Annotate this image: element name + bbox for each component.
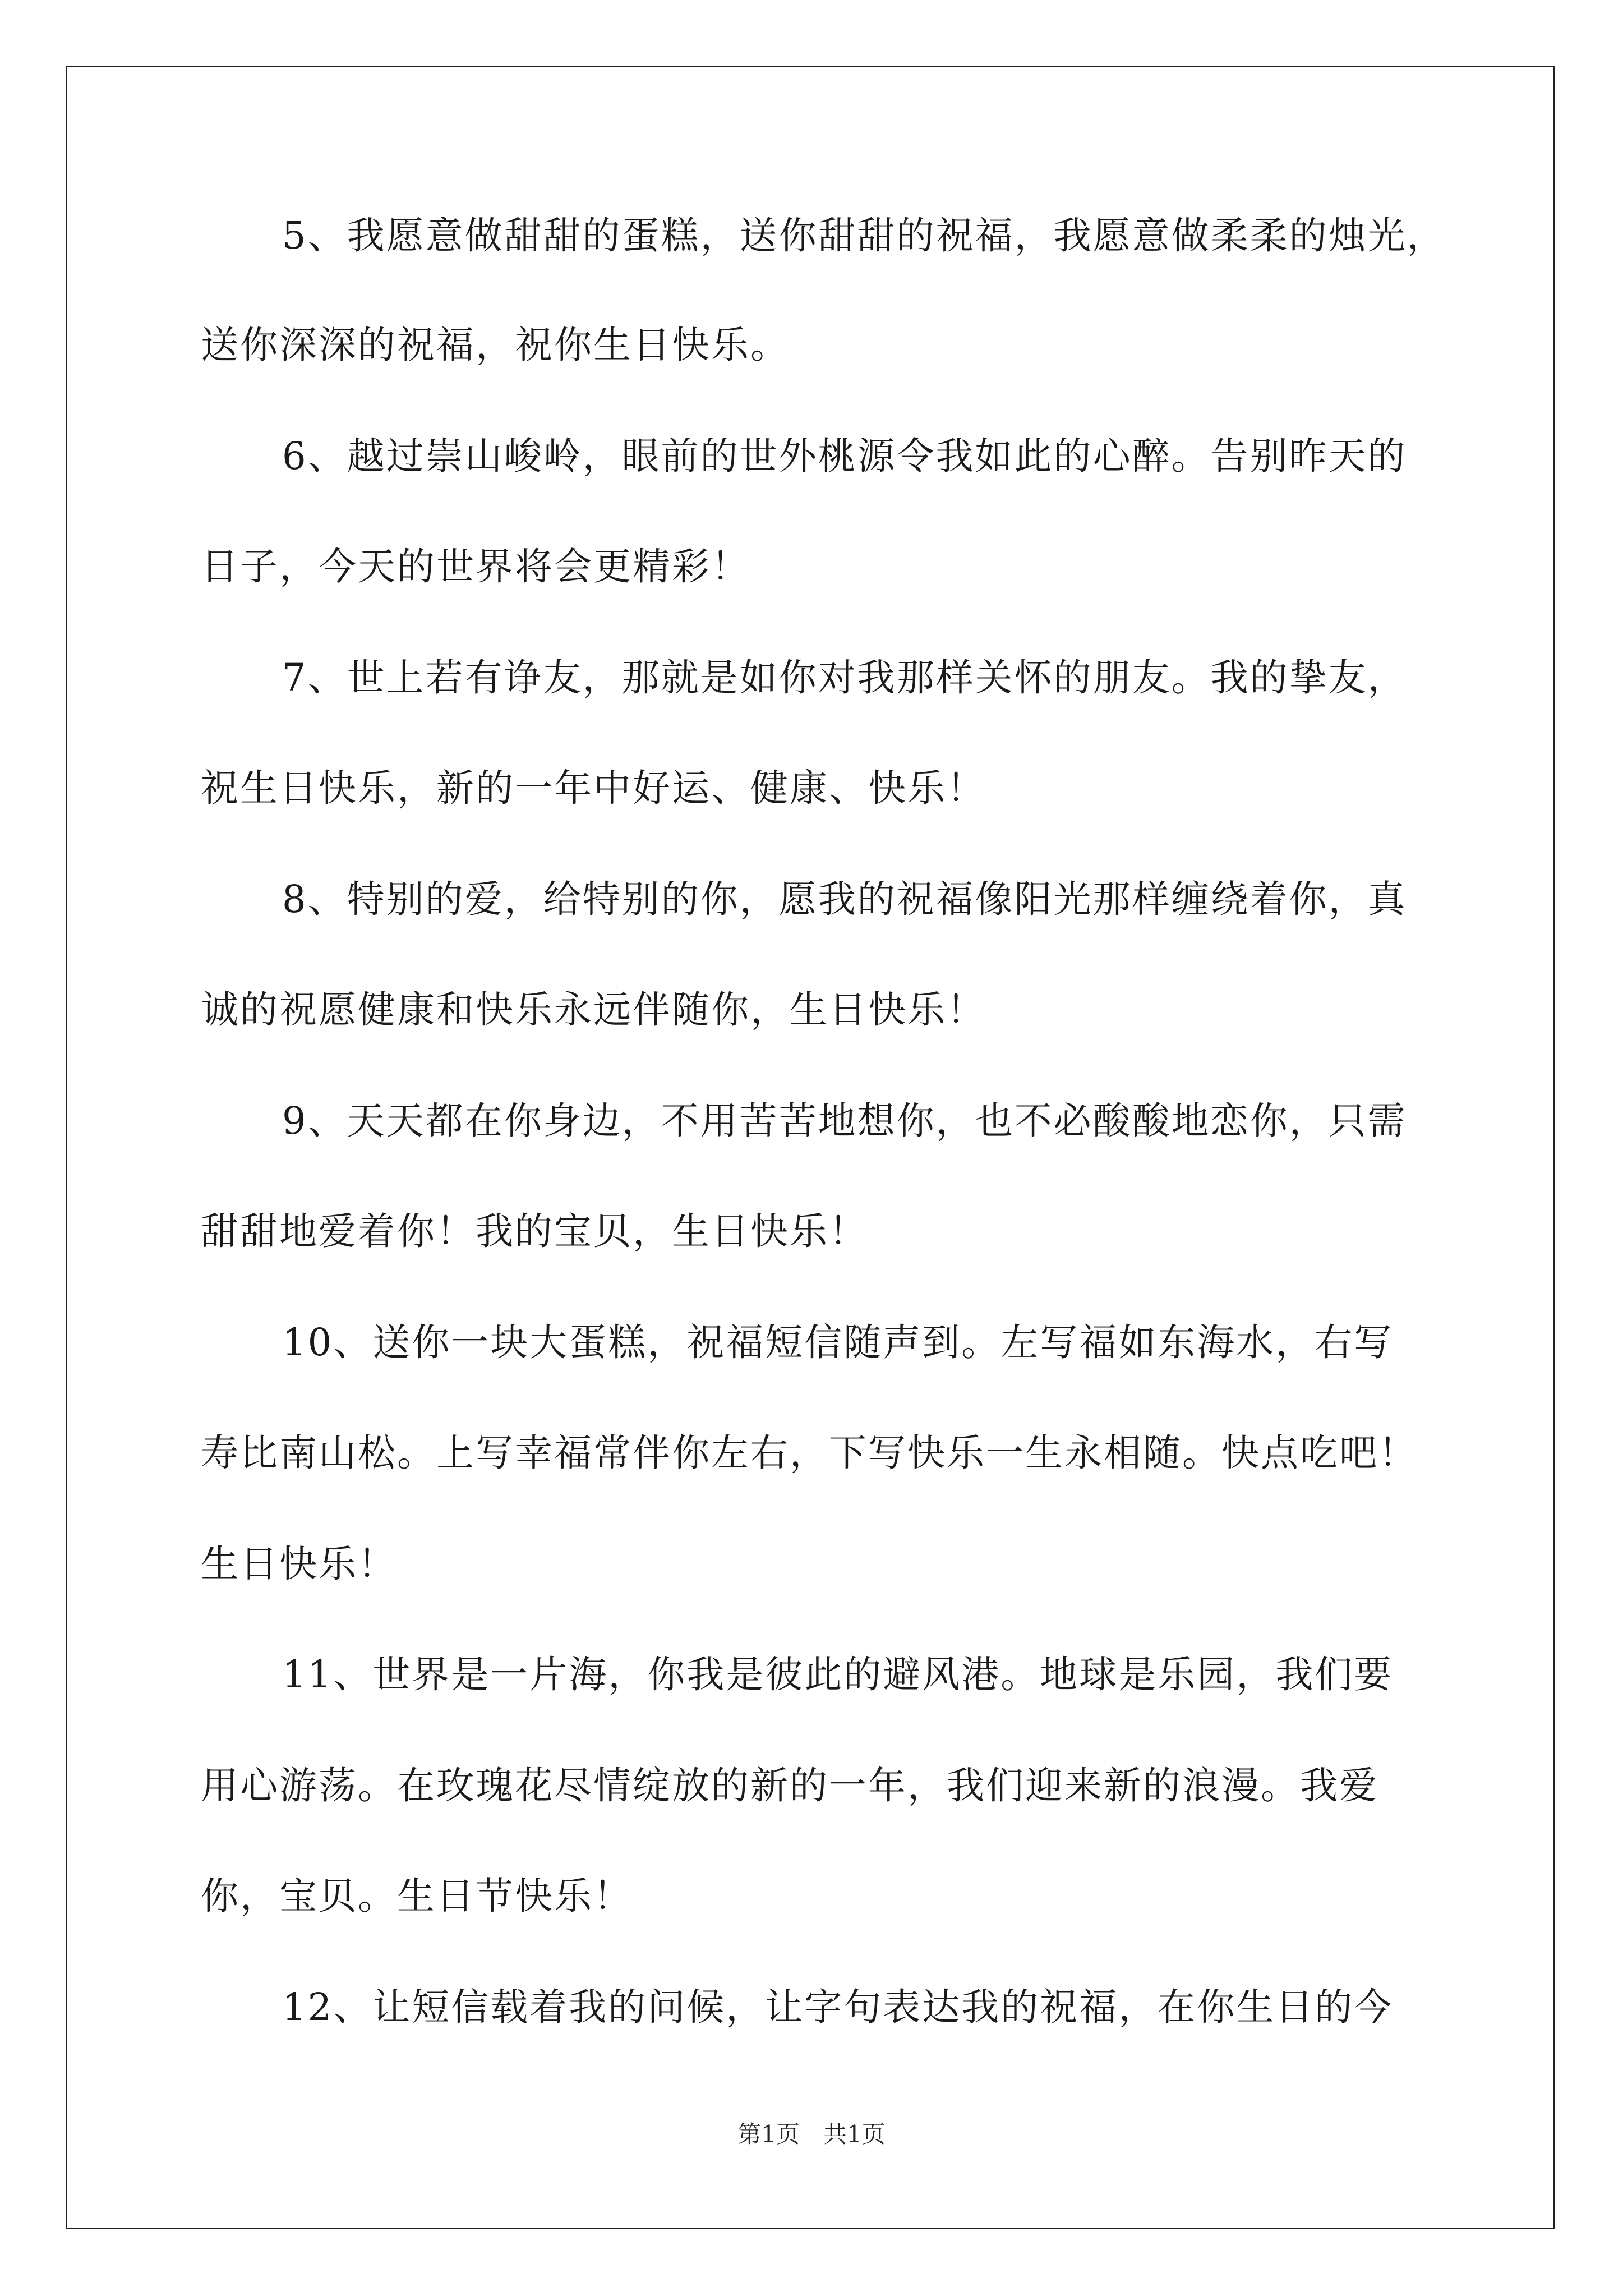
text-line: 甜甜地爱着你！我的宝贝，生日快乐！ [201, 1209, 868, 1253]
text-line: 10、送你一块大蛋糕，祝福短信随声到。左写福如东海水，右写 [282, 1320, 1394, 1364]
text-line: 诚的祝愿健康和快乐永远伴随你，生日快乐！ [201, 988, 986, 1032]
text-line: 11、世界是一片海，你我是彼此的避风港。地球是乐园，我们要 [282, 1653, 1394, 1696]
text-line: 生日快乐！ [201, 1542, 397, 1586]
text-line: 7、世上若有诤友，那就是如你对我那样关怀的朋友。我的挚友， [282, 656, 1407, 700]
text-line: 9、天天都在你身边，不用苦苦地想你，也不必酸酸地恋你，只需 [282, 1099, 1407, 1143]
text-line: 12、让短信载着我的问候，让字句表达我的祝福，在你生日的今 [282, 1985, 1394, 2029]
text-line: 送你深深的祝福，祝你生日快乐。 [201, 323, 790, 367]
page-number-footer: 第1页 共1页 [737, 2120, 886, 2148]
text-line: 你，宝贝。生日节快乐！ [201, 1874, 633, 1918]
text-line: 祝生日快乐，新的一年中好运、健康、快乐！ [201, 766, 986, 810]
text-line: 5、我愿意做甜甜的蛋糕，送你甜甜的祝福，我愿意做柔柔的烛光， [282, 214, 1446, 257]
text-line: 日子，今天的世界将会更精彩！ [201, 545, 750, 588]
text-line: 用心游荡。在玫瑰花尽情绽放的新的一年，我们迎来新的浪漫。我爱 [201, 1764, 1378, 1807]
text-line: 6、越过崇山峻岭，眼前的世外桃源令我如此的心醉。告别昨天的 [282, 434, 1407, 478]
text-line: 寿比南山松。上写幸福常伴你左右，下写快乐一生永相随。快点吃吧！ [201, 1431, 1418, 1475]
text-line: 8、特别的爱，给特别的你，愿我的祝福像阳光那样缠绕着你，真 [282, 877, 1407, 921]
